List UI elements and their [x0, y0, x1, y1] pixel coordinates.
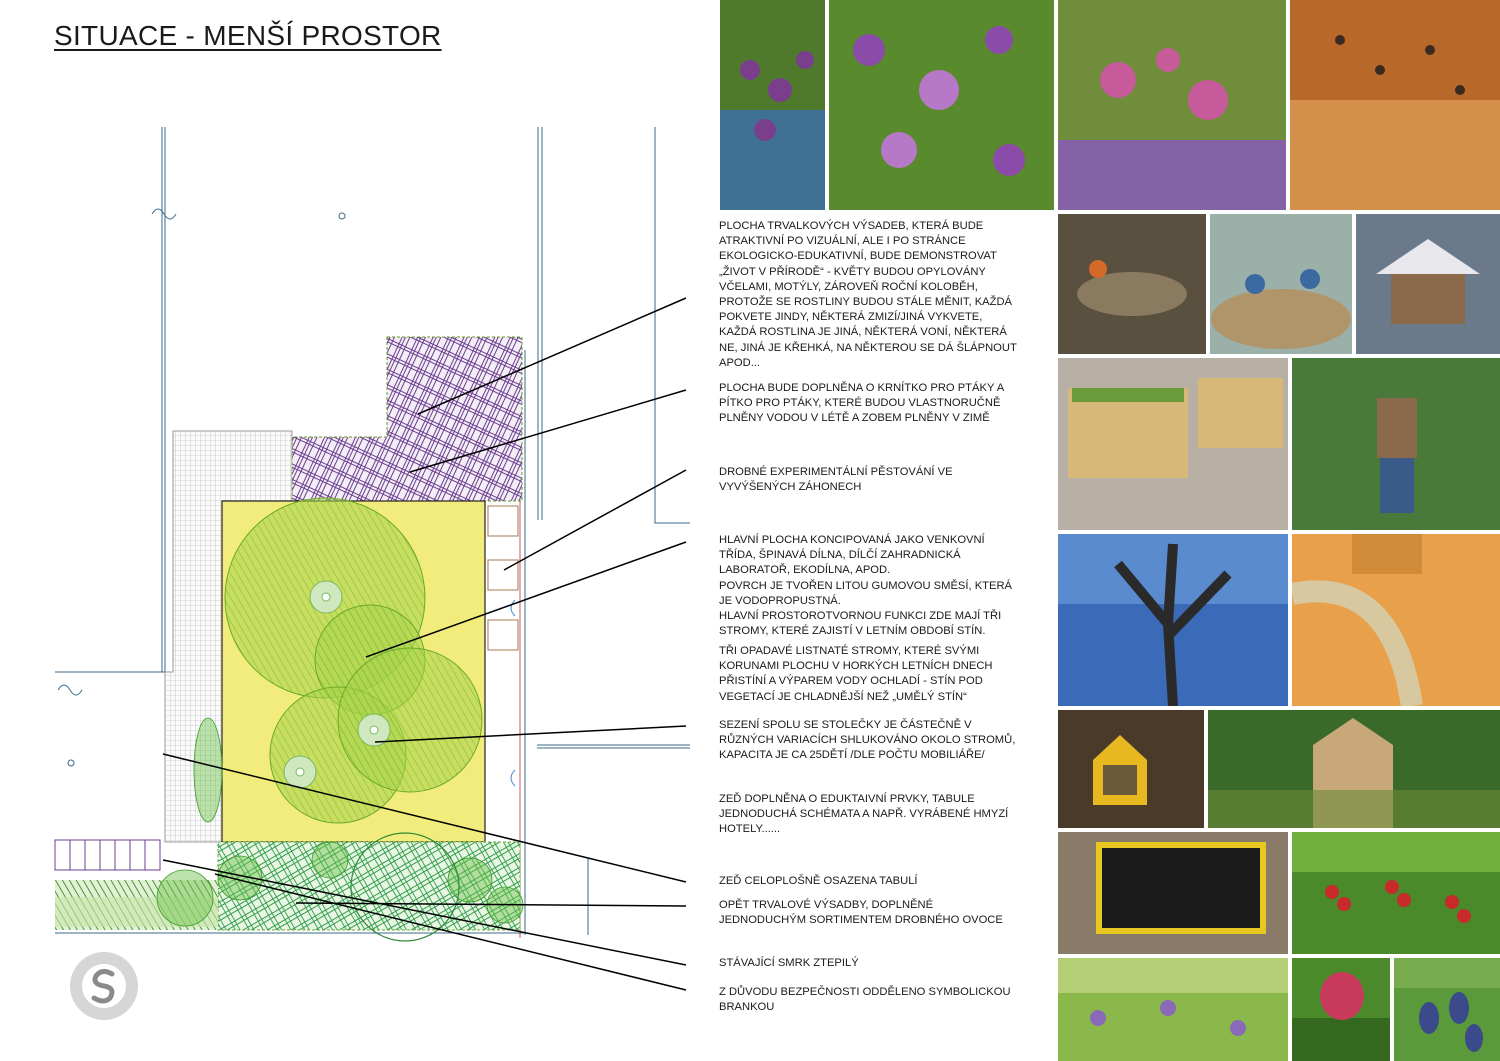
- raised-beds: [488, 506, 518, 650]
- note-fruit-planting: OPĚT TRVALOVÉ VÝSADBY, DOPLNĚNÉ JEDNODUCHÝM SORTIMENTEM DROBNÉHO OVOCE: [719, 899, 1003, 927]
- photo-insect-hotel-wood: [1208, 710, 1500, 828]
- page-title: SITUACE - MENŠÍ PROSTOR: [54, 20, 442, 51]
- photo-tree-against-sky: [1058, 534, 1288, 706]
- photo-grasses-seedheads: [1290, 0, 1500, 210]
- photo-raised-beds: [1058, 358, 1288, 530]
- photo-rubber-surface: [1292, 534, 1500, 706]
- studio-logo: [68, 950, 140, 1022]
- photo-bird-feeder: [1356, 214, 1500, 354]
- note-spruce: STÁVAJÍCÍ SMRK ZTEPILÝ: [719, 957, 859, 969]
- photo-red-currants: [1292, 832, 1500, 954]
- note-wall-elements: ZEĎ DOPLNĚNA O EDUKTAIVNÍ PRVKY, TABULE JEDNODUCHÁ SCHÉMATA A NAPŘ. VYRÁBENÉ HMYZÍ HOTELY......: [719, 793, 1009, 836]
- photo-purple-flowers: [829, 0, 1054, 210]
- note-bird-feeders: PLOCHA BUDE DOPLNĚNA O KRNÍTKO PRO PTÁKY A PÍTKO PRO PTÁKY, KTERÉ BUDOU VLASTNORUČNĚ PLNĚNY VODOU V LÉTĚ A ZOBEM PLNĚNY V ZIMĚ: [719, 382, 1004, 425]
- perennial-bed: [292, 337, 522, 501]
- note-main-area: HLAVNÍ PLOCHA KONCIPOVANÁ JAKO VENKOVNÍ TŘÍDA, ŠPINAVÁ DÍLNA, DÍLČÍ ZAHRADNICKÁ LABORATOŘ, EKODÍLNA, APOD. POVRCH JE TVOŘEN LITOU GUMOVOU SMĚSÍ, KTERÁ JE VODOPROPUSTNÁ. HLAVNÍ PROSTOROTVORNOU FUNKCI ZDE MAJÍ TŘI STROMY, KTERÉ ZAJISTÍ V LETNÍM OBDOBÍ STÍN.: [719, 534, 1012, 638]
- note-gate: Z DŮVODU BEZPEČNOSTI ODDĚLENO SYMBOLICKOU BRANKOU: [719, 986, 1011, 1014]
- note-seating: SEZENÍ SPOLU SE STOLEČKY JE ČÁSTEČNĚ V RŮZNÝCH VARIACÍCH SHLUKOVÁNO OKOLO STROMŮ, KAPACITA JE CA 25DĚTÍ /DLE POČTU MOBILIÁŘE/: [719, 719, 1016, 762]
- photo-raspberry: [1292, 958, 1390, 1061]
- photo-insect-hotel-yellow: [1058, 710, 1204, 828]
- note-raised-beds: DROBNÉ EXPERIMENTÁLNÍ PĚSTOVÁNÍ VE VYVÝŠENÝCH ZÁHONECH: [719, 466, 953, 494]
- photo-tits-water-bowl: [1210, 214, 1352, 354]
- gate: [55, 840, 160, 870]
- photo-robin-birdbath: [1058, 214, 1206, 354]
- photo-tulips-forget-me-nots: [720, 0, 825, 210]
- note-perennials: PLOCHA TRVALKOVÝCH VÝSADEB, KTERÁ BUDE ATRAKTIVNÍ PO VIZUÁLNÍ, ALE I PO STRÁNCE EKOLOGICKO-EDUKATIVNÍ, BUDE DEMONSTROVAT „ŽIVOT V PŘÍRODĚ“ - KVĚTY BUDOU OPYLOVÁNY VČELAMI, MOTÝLY, ZÁROVEŇ ROČNÍ KOLOBĚH, PROTOŽE SE ROSTLINY BUDOU STÁLE MĚNIT, KAŽDÁ POKVETE JINDY, NĚKTERÁ ZMIZÍ/JINÁ VYKVETE, KAŽDÁ ROSTLINA JE JINÁ, NĚKTERÁ VONÍ, NĚKTERÁ NE, JINÁ JE KŘEHKÁ, NA NĚKTEROU SE DÁ ŠLÁPNOUT APOD...: [719, 220, 1017, 369]
- photo-coneflowers-salvia: [1058, 0, 1286, 210]
- photo-honeyberries: [1394, 958, 1500, 1061]
- photo-chalkboard-fence: [1058, 832, 1288, 954]
- note-chalkboard-wall: ZEĎ CELOPLOŠNĚ OSAZENA TABULÍ: [719, 875, 918, 887]
- note-trees: TŘI OPADAVÉ LISTNATÉ STROMY, KTERÉ SVÝMI KORUNAMI PLOCHU V HORKÝCH LETNÍCH DNECH PŘISTÍNÍ A VÝPAREM VODY OCHLADÍ - STÍN POD VEGETACÍ JE CHLADNĚJŠÍ NEŽ „UMĚLÝ STÍN“: [719, 645, 993, 703]
- photo-lavender-meadow: [1058, 958, 1288, 1061]
- photo-child-gardening: [1292, 358, 1500, 530]
